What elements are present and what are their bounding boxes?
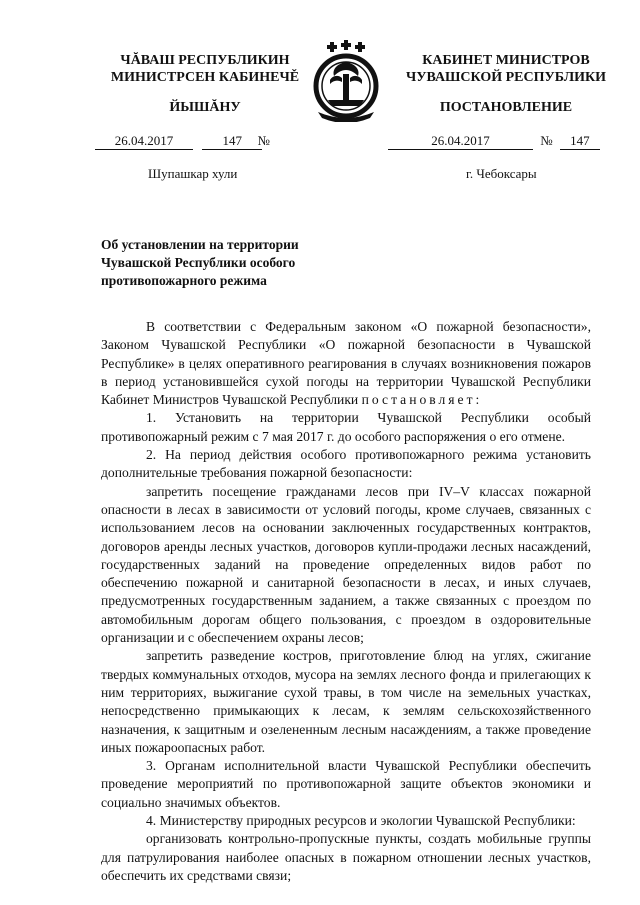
paragraph-2-item-2: запретить разведение костров, приготовление блюд на углях, сжигание твердых коммунальных отходов, мусора на землях лесного фонда и прилегающих к ним территориях, выжигание сухой травы, в том числе на земельных участках, непосредственно примыкающих к лесам, к землям сельскохозяйственного назначения, к защитным и озелененным лесным насаждениям, а также проведение иных пожароопасных работ. (101, 648, 591, 755)
right-org-line1: КАБИНЕТ МИНИСТРОВ (422, 53, 590, 68)
right-number: 147 (560, 133, 600, 150)
document-title (101, 236, 341, 290)
title-line1: Об установлении на территории (101, 237, 299, 252)
left-doc-type: ЙЫШĂНУ (169, 100, 241, 115)
header-right-org (388, 52, 624, 86)
paragraph-2: 2. На период действия особого противопожарного режима установить дополнительные требования пожарной безопасности: (101, 447, 591, 481)
paragraph-4: 4. Министерству природных ресурсов и экологии Чувашской Республики: (146, 813, 576, 829)
document-body (101, 318, 591, 885)
header-left-org (95, 52, 315, 86)
chuvash-coat-of-arms-icon (308, 40, 384, 122)
left-city: Шупашкар хули (148, 166, 238, 181)
right-org-line2: ЧУВАШСКОЙ РЕСПУБЛИКИ (405, 70, 607, 85)
right-doc-type: ПОСТАНОВЛЕНИЕ (439, 100, 573, 115)
paragraph-2-item-1: запретить посещение гражданами лесов при IV–V классах пожарной опасности в лесах в зависимости от условий погоды, кроме случаев, связанных с использованием лесов на основании заключенных государственных контрактов, договоров аренды лесных участков, договоров купли-продажи лесных насаждений, государственных заданий на проведение определенных видов работ по обеспечению пожарной и санитарной безопасности в лесах, и иных случаев, предусмотренных государственным заданием, а также связанных с проездом по автомобильным дорогам общего пользования, с проездом в оздоровительные организации и с обеспечением охраны лесов; (101, 483, 591, 646)
left-date: 26.04.2017 (95, 133, 193, 150)
title-line3: противопожарного режима (101, 273, 267, 288)
right-date-line (388, 133, 600, 149)
paragraph-preamble (101, 318, 591, 409)
paragraph-3: 3. Органам исполнительной власти Чувашской Республики обеспечить проведение мероприятий по противопожарной защите объектов экономики и социально значимых объектов. (101, 758, 591, 810)
paragraph-1: 1. Установить на территории Чувашской Республики особый противопожарный режим с 7 мая 2017 г. до особого распоряжения о его отмене. (101, 410, 591, 444)
right-city: г. Чебоксары (466, 166, 537, 181)
left-org-line2: МИНИСТРСЕН КАБИНЕЧĚ (110, 70, 300, 85)
left-date-line (95, 133, 270, 149)
title-line2: Чувашской Республики особого (101, 255, 296, 270)
right-date: 26.04.2017 (388, 133, 533, 150)
preamble-text: В соответствии с Федеральным законом «О пожарной безопасности», Законом Чувашской Республики «О пожарной безопасности в Чувашской Республике» в целях оперативного реагирования в случаях возникновения пожаров в период установившейся сухой погоды на территории Чувашской Республики Кабинет Министров Чувашской Республики (101, 319, 591, 408)
left-number: 147 (202, 133, 262, 150)
left-no-sign: № (257, 133, 270, 148)
resolution-word: постановляет: (361, 392, 483, 408)
left-org-line1: ЧĂВАШ РЕСПУБЛИКИН (120, 53, 290, 68)
paragraph-4-item-1: организовать контрольно-пропускные пункты, создать мобильные группы для патрулирования наиболее опасных в пожарном отношении лесных участков, обеспечить их средствами связи; (101, 831, 591, 883)
right-no-sign: № (540, 133, 553, 148)
